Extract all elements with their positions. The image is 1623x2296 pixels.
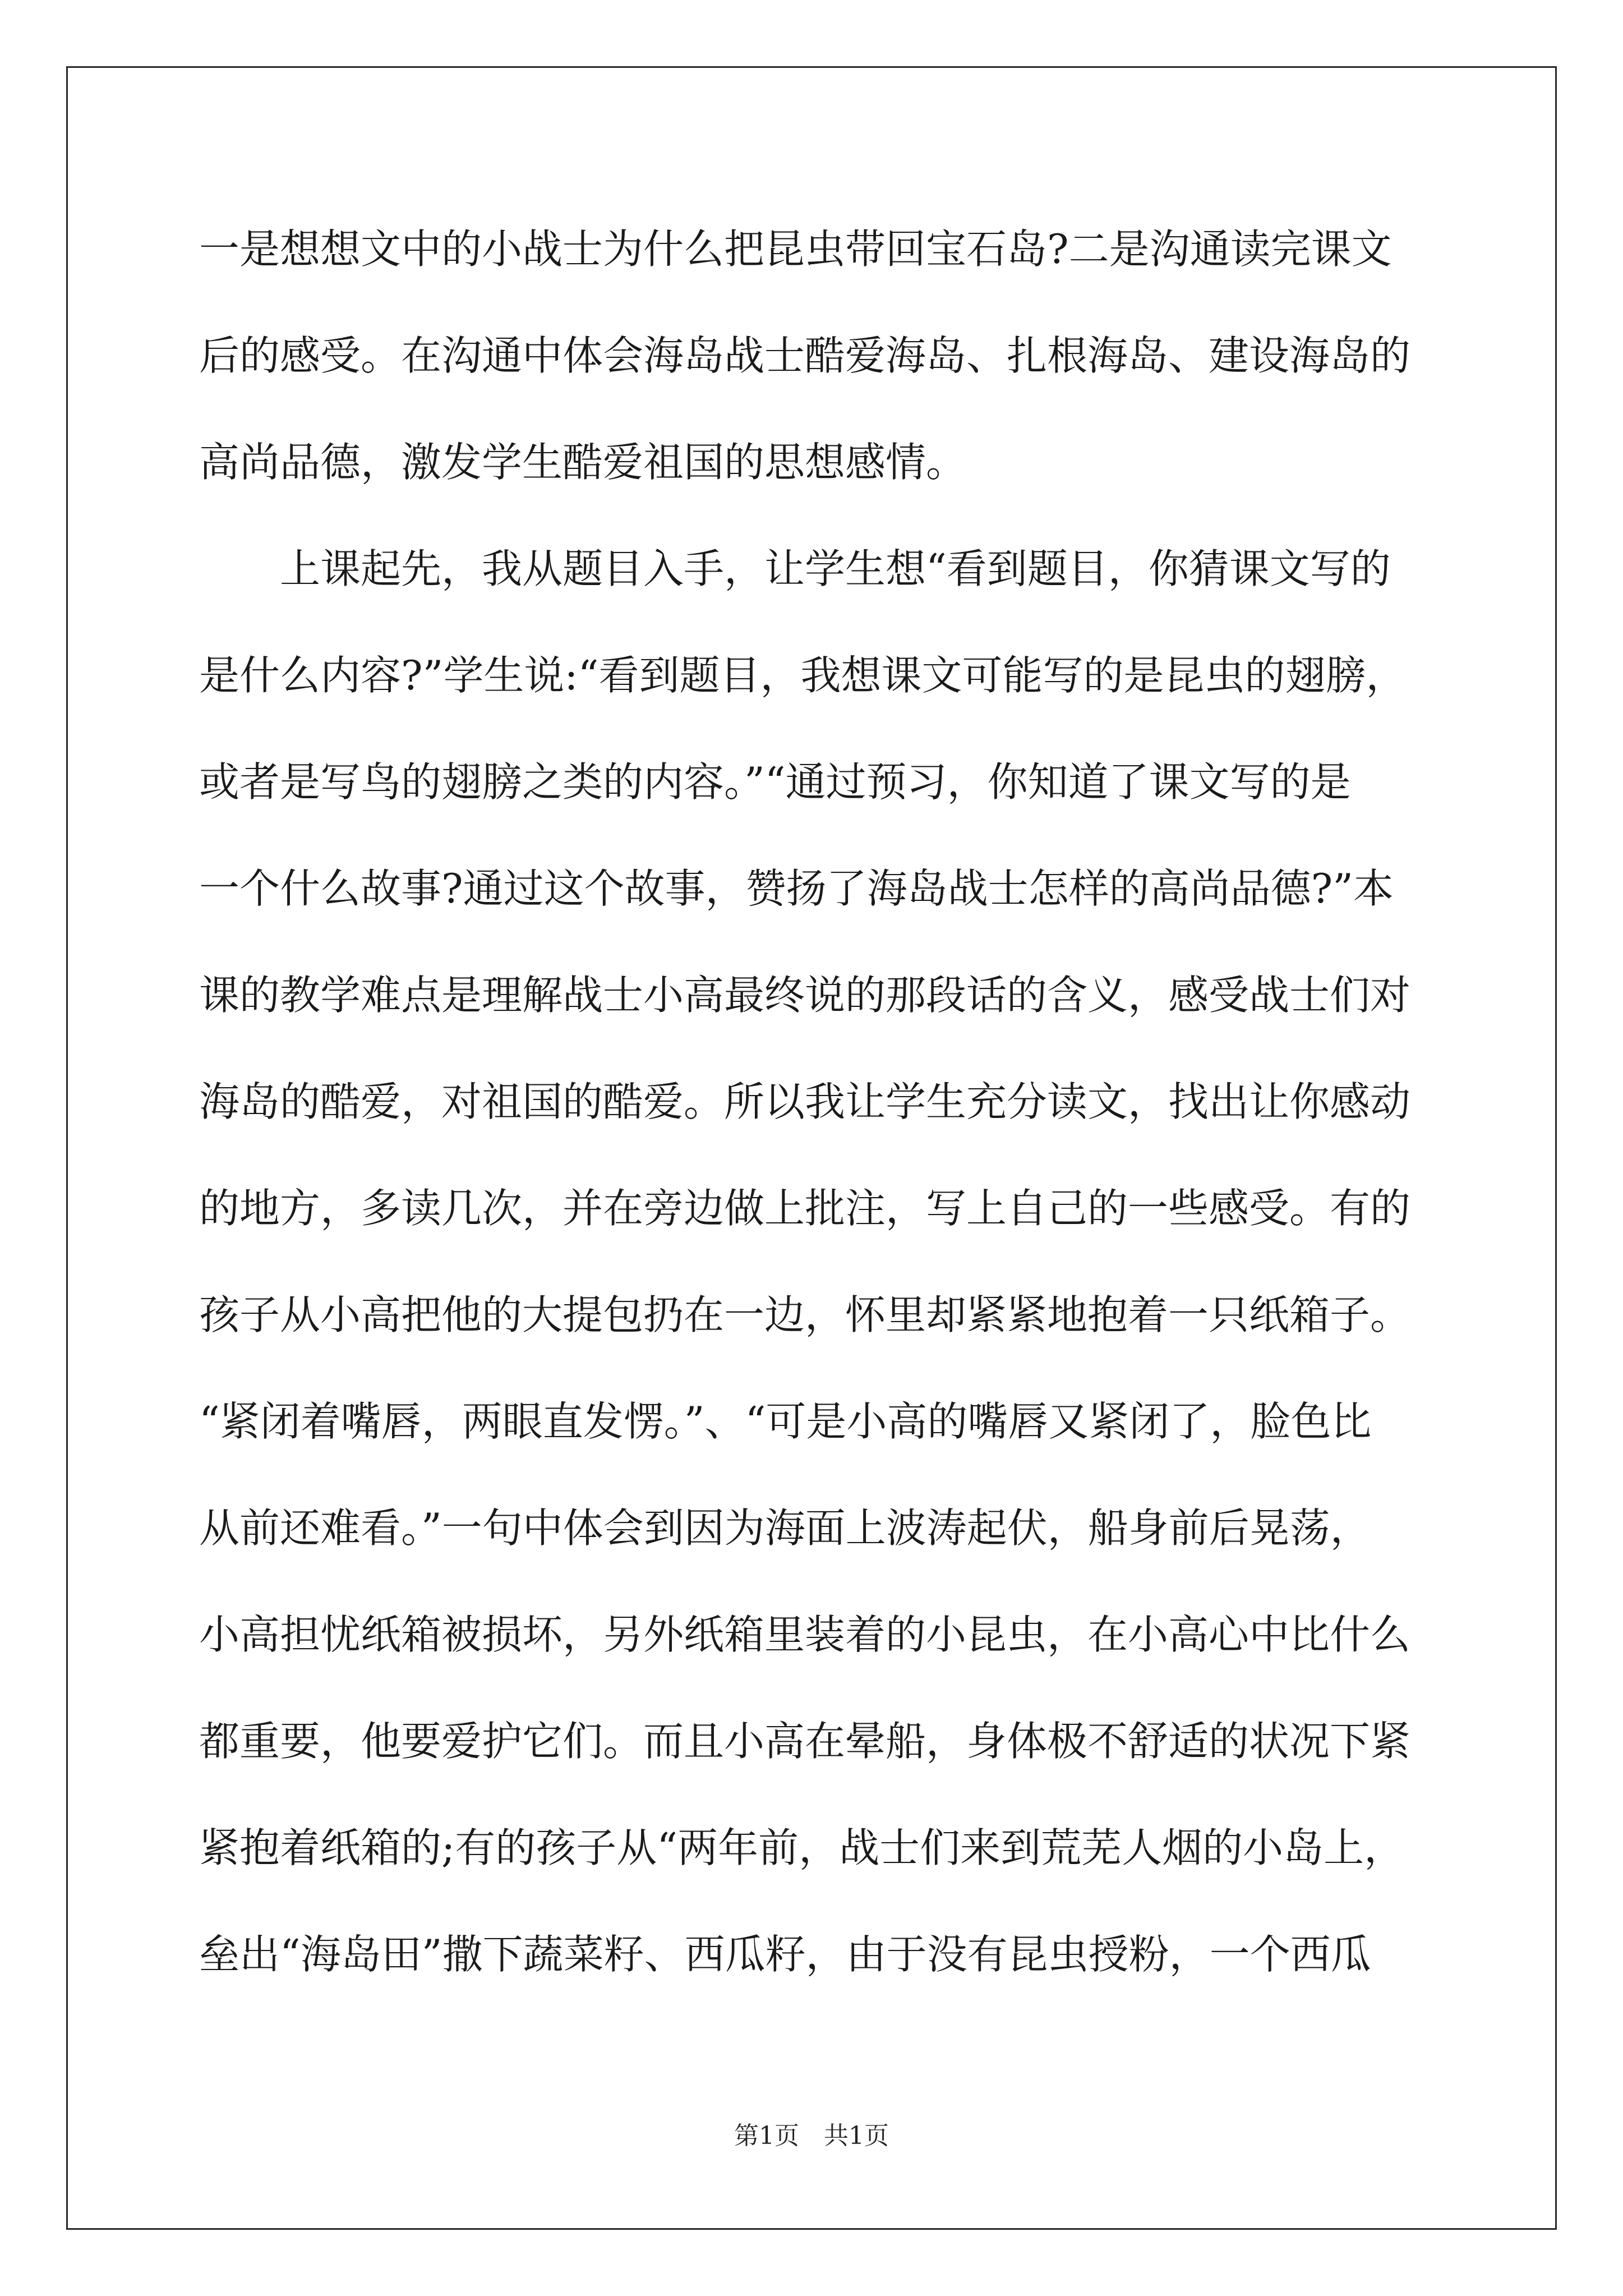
text-line: 都重要，他要爱护它们。而且小高在晕船，身体极不舒适的状况下紧 (199, 1718, 1411, 1765)
text-line: 从前还难看。”一句中体会到因为海面上波涛起伏，船身前后晃荡， (199, 1504, 1371, 1552)
text-line: 海岛的酷爱，对祖国的酷爱。所以我让学生充分读文，找出让你感动 (199, 1078, 1411, 1125)
text-line: 是什么内容?”学生说:“看到题目，我想课文可能写的是昆虫的翅膀， (199, 652, 1407, 699)
text-line: 上课起先，我从题目入手，让学生想“看到题目，你猜课文写的 (199, 545, 1391, 592)
document-body (199, 208, 1427, 2019)
text-line: 紧抱着纸箱的;有的孩子从“两年前，战士们来到荒芜人烟的小岛上， (199, 1824, 1405, 1871)
text-line: 的地方，多读几次，并在旁边做上批注，写上自己的一些感受。有的 (199, 1185, 1411, 1232)
text-line: 后的感受。在沟通中体会海岛战士酷爱海岛、扎根海岛、建设海岛的 (199, 332, 1411, 379)
text-line: 课的教学难点是理解战士小高最终说的那段话的含义，感受战士们对 (199, 972, 1411, 1019)
text-line: 一是想想文中的小战士为什么把昆虫带回宝石岛?二是沟通读完课文 (199, 226, 1392, 273)
text-line: 或者是写鸟的翅膀之类的内容。”“通过预习，你知道了课文写的是 (199, 758, 1351, 806)
text-line: “紧闭着嘴唇，两眼直发愣。”、“可是小高的嘴唇又紧闭了，脸色比 (199, 1398, 1372, 1445)
text-line: 小高担忧纸箱被损坏，另外纸箱里装着的小昆虫，在小高心中比什么 (199, 1611, 1411, 1658)
text-line: 高尚品德，激发学生酷爱祖国的思想感情。 (199, 439, 967, 486)
page-footer: 第1页 共1页 (734, 2122, 889, 2150)
text-line: 一个什么故事?通过这个故事，赞扬了海岛战士怎样的高尚品德?”本 (199, 865, 1394, 912)
text-line: 孩子从小高把他的大提包扔在一边，怀里却紧紧地抱着一只纸箱子。 (199, 1291, 1411, 1338)
text-line: 垒出“海岛田”撒下蔬菜籽、西瓜籽，由于没有昆虫授粉，一个西瓜 (199, 1931, 1371, 1978)
